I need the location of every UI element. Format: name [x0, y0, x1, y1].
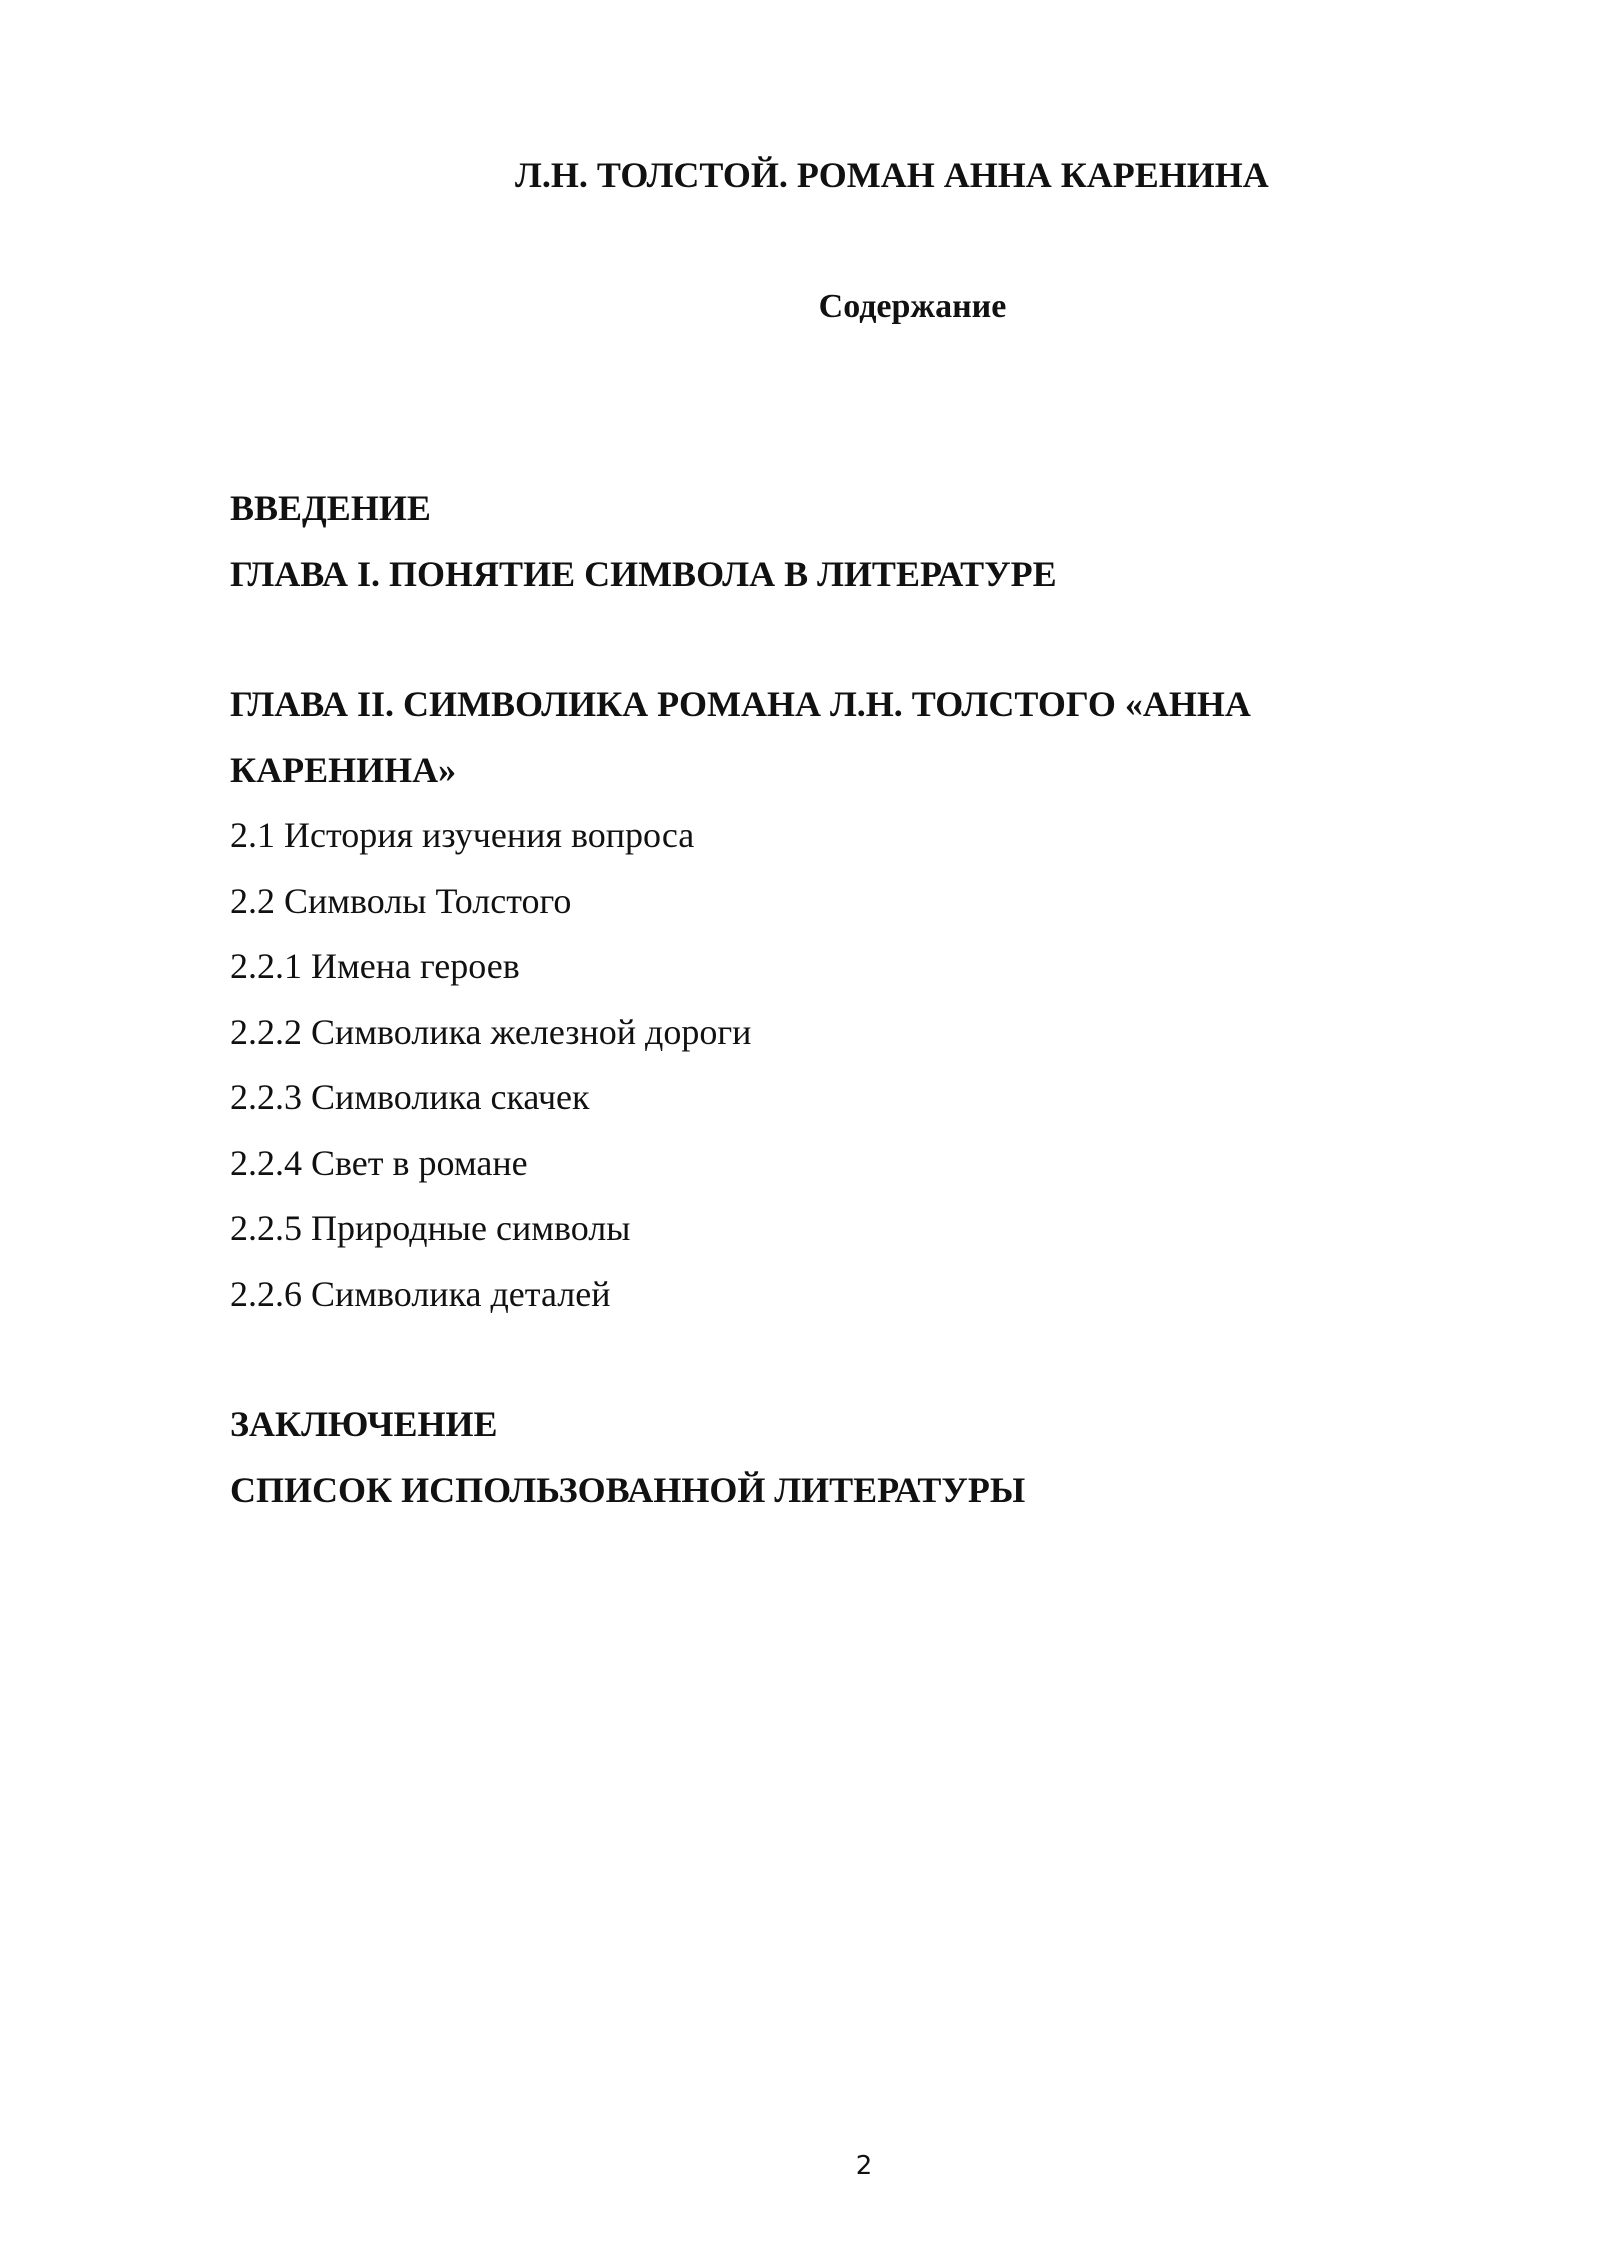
table-of-contents — [230, 476, 1370, 1523]
toc-entry-2-2-2: 2.2.2 Символика железной дороги — [230, 1011, 752, 1052]
toc-entry-chapter-1: ГЛАВА I. ПОНЯТИЕ СИМВОЛА В ЛИТЕРАТУРЕ — [230, 553, 1057, 594]
toc-entry-2-2-5: 2.2.5 Природные символы — [230, 1208, 631, 1248]
toc-entry-2-2: 2.2 Символы Толстого — [230, 880, 572, 921]
toc-entry-2-2-1: 2.2.1 Имена героев — [230, 946, 520, 986]
toc-entry-2-2-3: 2.2.3 Символика скачек — [230, 1077, 590, 1117]
toc-heading: Содержание — [818, 288, 1007, 325]
toc-entry-conclusion: ЗАКЛЮЧЕНИЕ — [230, 1404, 498, 1444]
toc-entry-2-2-6: 2.2.6 Символика деталей — [230, 1273, 611, 1314]
toc-entry-introduction: ВВЕДЕНИЕ — [230, 488, 431, 528]
toc-entry-chapter-2: ГЛАВА II. СИМВОЛИКА РОМАНА Л.Н. ТОЛСТОГО «АННА КАРЕНИНА» — [230, 684, 1251, 790]
page-number: 2 — [855, 2151, 873, 2181]
toc-entry-2-2-4: 2.2.4 Свет в романе — [230, 1142, 528, 1183]
toc-entry-2-1: 2.1 История изучения вопроса — [230, 815, 695, 855]
toc-entry-bibliography: СПИСОК ИСПОЛЬЗОВАННОЙ ЛИТЕРАТУРЫ — [230, 1469, 1026, 1510]
document-title: Л.Н. ТОЛСТОЙ. РОМАН АННА КАРЕНИНА — [515, 155, 1269, 195]
